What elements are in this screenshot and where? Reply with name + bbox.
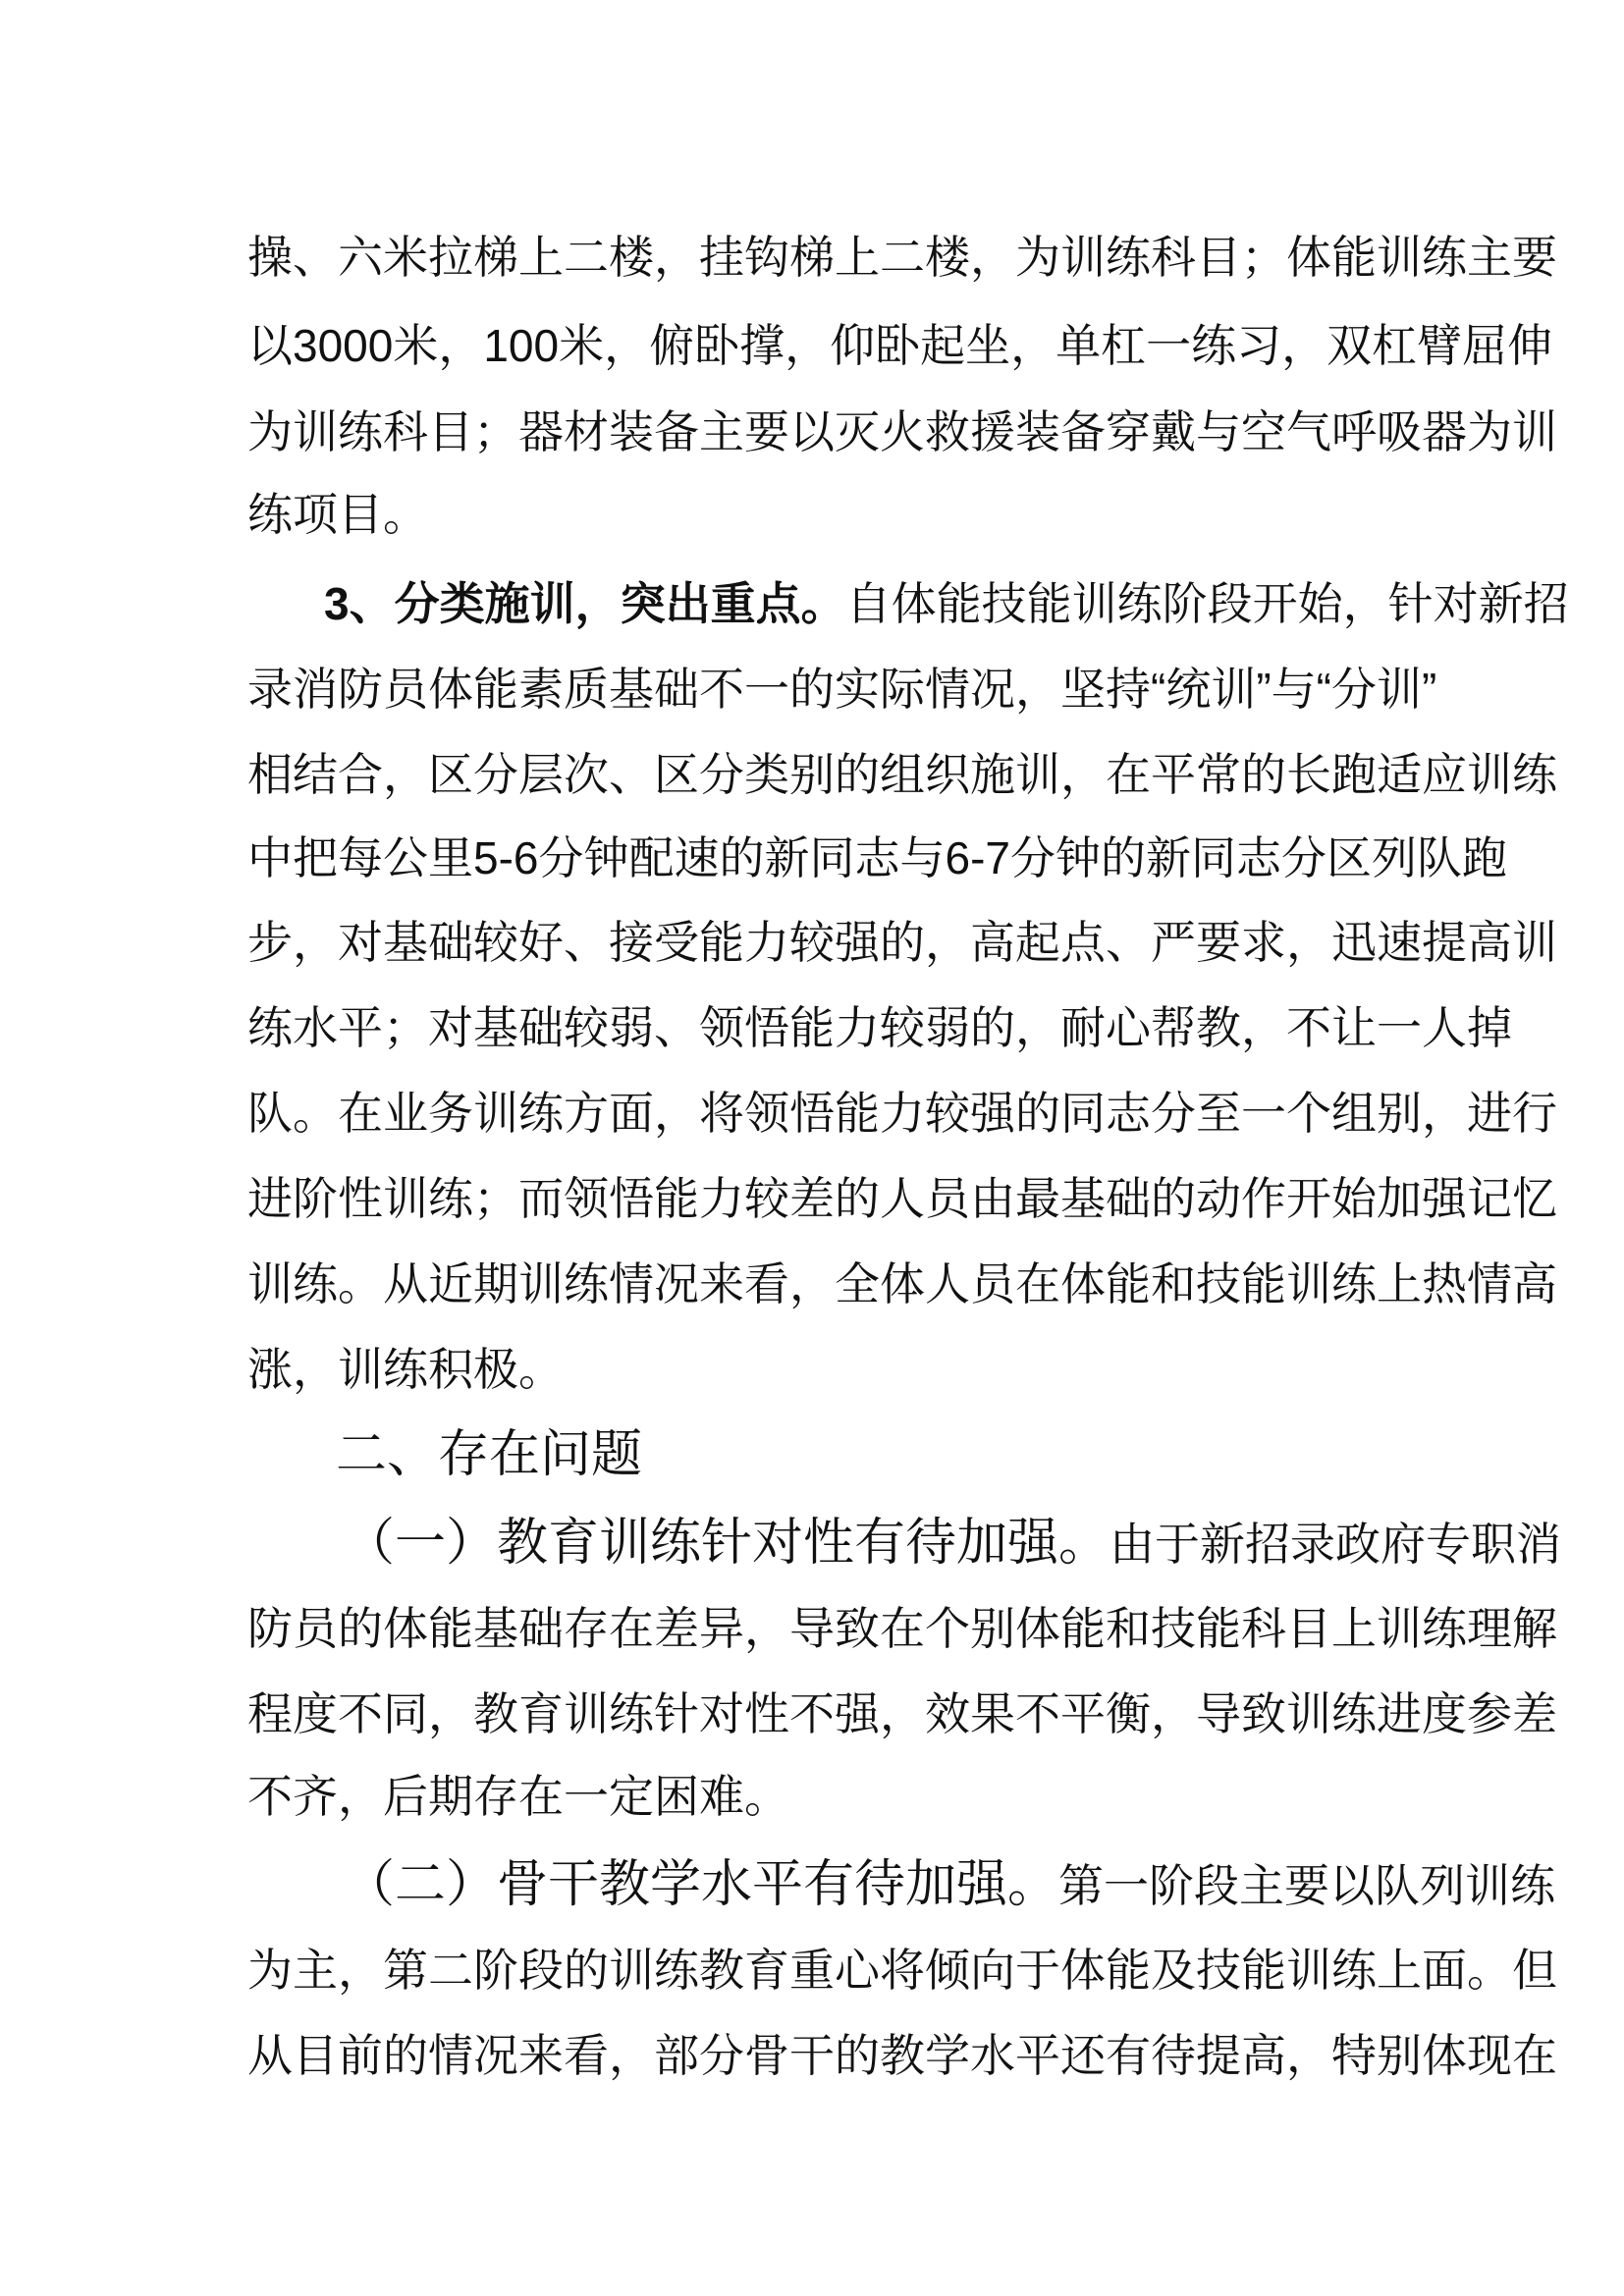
text-line: 程度不同，教育训练针对性不强，效果不平衡，导致训练进度参差 bbox=[247, 1688, 1557, 1739]
text-line bbox=[344, 1512, 1562, 1575]
text-line: 防员的体能基础存在差异，导致在个别体能和技能科目上训练理解 bbox=[247, 1603, 1557, 1654]
paragraph-lead: （二）骨干教学水平有待加强。 bbox=[344, 1856, 1059, 1913]
text-line: 进阶性训练；而领悟能力较差的人员由最基础的动作开始加强记忆 bbox=[247, 1173, 1557, 1224]
text-span: 由于新招录政府专职消 bbox=[1110, 1519, 1562, 1570]
text-line: 从目前的情况来看，部分骨干的教学水平还有待提高，特别体现在 bbox=[247, 2030, 1557, 2081]
text-span: 自体能技能训练阶段开始，针对新招 bbox=[845, 578, 1569, 629]
text-line: 训练。从近期训练情况来看，全体人员在体能和技能训练上热情高 bbox=[247, 1258, 1557, 1309]
text-line: 录消防员体能素质基础不一的实际情况，坚持“统训”与“分训” bbox=[247, 664, 1437, 715]
text-line: 为训练科目；器材装备主要以灭火救援装备穿戴与空气呼吸器为训 bbox=[247, 406, 1557, 457]
section-heading: 二、存在问题 bbox=[336, 1426, 643, 1483]
text-line: 中把每公里5-6分钟配速的新同志与6-7分钟的新同志分区列队跑 bbox=[247, 832, 1507, 883]
text-line: 涨，训练积极。 bbox=[247, 1344, 564, 1395]
paragraph-lead: （一）教育训练针对性有待加强。 bbox=[344, 1515, 1110, 1572]
text-line bbox=[344, 1853, 1556, 1916]
paragraph-lead: 3、分类施训，突出重点。 bbox=[324, 578, 846, 629]
text-line bbox=[324, 574, 1569, 633]
text-line: 练项目。 bbox=[247, 489, 428, 540]
text-line: 不齐，后期存在一定困难。 bbox=[247, 1771, 789, 1822]
text-line: 队。在业务训练方面，将领悟能力较强的同志分至一个组别，进行 bbox=[247, 1088, 1557, 1139]
text-span: 第一阶段主要以队列训练 bbox=[1058, 1860, 1556, 1911]
text-line: 为主，第二阶段的训练教育重心将倾向于体能及技能训练上面。但 bbox=[247, 1945, 1557, 1996]
text-line: 步，对基础较好、接受能力较强的，高起点、严要求，迅速提高训 bbox=[247, 917, 1557, 968]
text-line: 操、六米拉梯上二楼，挂钩梯上二楼，为训练科目；体能训练主要 bbox=[247, 232, 1557, 283]
text-line: 练水平；对基础较弱、领悟能力较弱的，耐心帮教，不让一人掉 bbox=[247, 1002, 1512, 1053]
text-line: 相结合，区分层次、区分类别的组织施训，在平常的长跑适应训练 bbox=[247, 749, 1557, 800]
text-line: 以3000米，100米，俯卧撑，仰卧起坐，单杠一练习，双杠臂屈伸 bbox=[247, 320, 1553, 371]
